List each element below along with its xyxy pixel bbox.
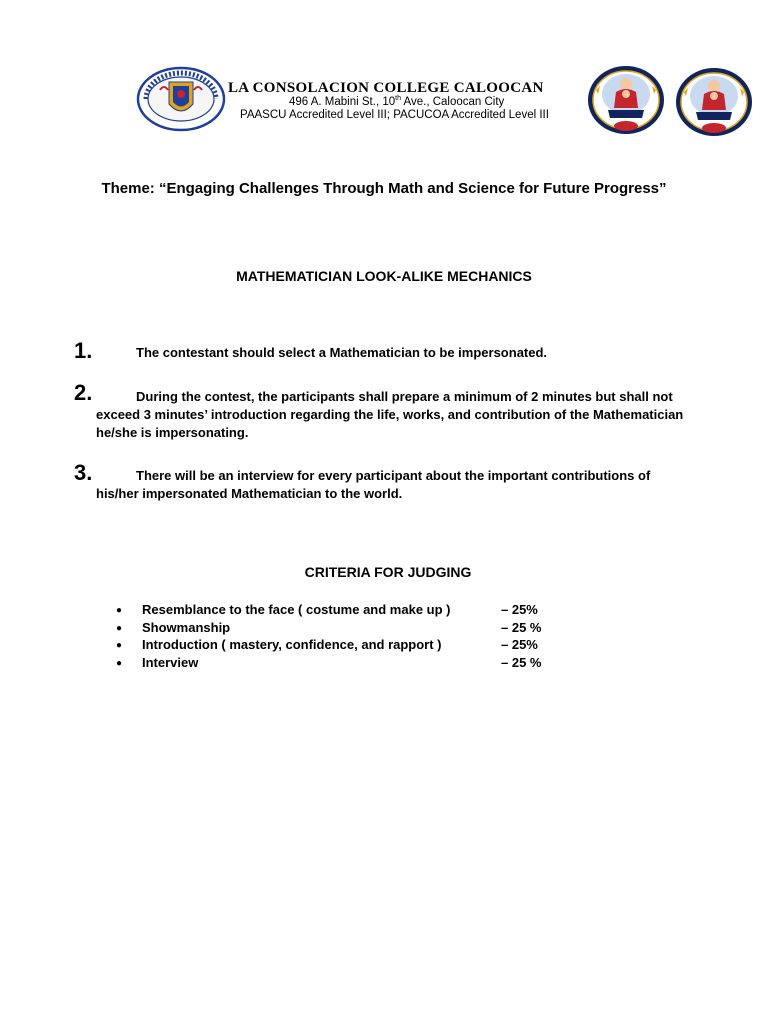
criteria-weight: – 25 % [501,619,542,635]
criteria-item [116,602,576,620]
item-number: 2. [74,380,93,405]
mechanics-item [74,340,694,362]
mechanics-item [74,462,694,503]
mechanics-item [74,382,694,442]
address-part-2: Ave., Caloocan City [400,96,505,108]
item-number: 3. [74,460,93,485]
letterhead [0,0,768,150]
criteria-weight: – 25% [501,637,538,652]
criteria-label: Introduction ( mastery, confidence, and rapport ) [142,637,442,652]
address-superscript: th [395,95,401,103]
item-text: There will be an interview for every participant about the important contributions of his/her impersonated Mathematician to the world. [96,468,651,501]
criteria-label: Showmanship [142,619,231,635]
school-address [289,96,504,108]
bullet-icon: ● [116,605,123,616]
accreditation-line: PAASCU Accredited Level III; PACUCOA Accredited Level III [240,109,549,121]
school-name: LA CONSOLACION COLLEGE CALOOCAN [228,80,544,96]
bullet-icon: ● [116,657,123,669]
northern-manila-seal-logo-2 [674,66,754,138]
criteria-item [116,637,576,655]
mechanics-title: MATHEMATICIAN LOOK-ALIKE MECHANICS [236,268,532,284]
criteria-item [116,620,576,638]
criteria-label: Interview [142,654,199,670]
criteria-list [116,602,576,672]
northern-manila-seal-logo [586,64,666,136]
item-text: During the contest, the participants shall prepare a minimum of 2 minutes but shall not exceed 3 minutes’ introduction regarding the life, works, and contribution of the Mathematician he/she is impersonating. [96,389,684,440]
criteria-weight: – 25% [501,602,538,617]
address-part-1: 496 A. Mabini St., 10 [289,96,396,108]
item-text: The contestant should select a Mathematician to be impersonated. [136,345,548,360]
criteria-title: CRITERIA FOR JUDGING [304,564,472,580]
theme-statement: Theme: “Engaging Challenges Through Math and Science for Future Progress” [101,180,667,197]
bullet-icon: ● [116,640,123,651]
criteria-label: Resemblance to the face ( costume and make up ) [142,602,451,617]
bullet-icon: ● [116,622,123,634]
college-seal-logo [136,66,226,132]
criteria-item [116,655,576,673]
item-number: 1. [74,338,93,363]
criteria-weight: – 25 % [501,654,542,670]
